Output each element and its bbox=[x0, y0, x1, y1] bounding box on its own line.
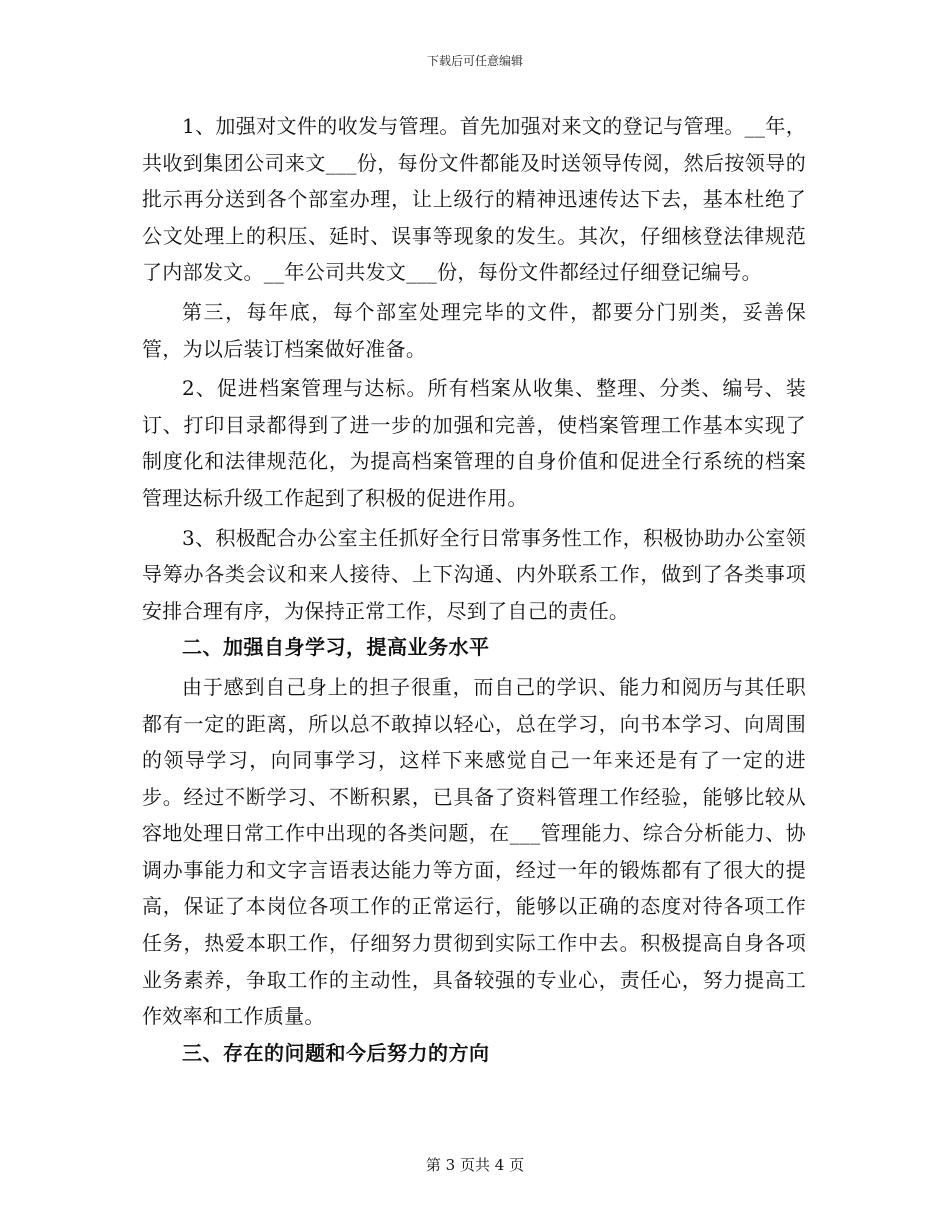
paragraph-self-study: 由于感到自己身上的担子很重，而自己的学识、能力和阅历与其任职都有一定的距离，所以总不敢掉以轻心，总在学习，向书本学习、向周围的领导学习，向同事学习，这样下来感觉自己一年来还是有了一定的进步。经过不断学习、不断积累，已具备了资料管理工作经验，能够比较从容地处理日常工作中出现的各类问题，在___管理能力、综合分析能力、协调办事能力和文字言语表达能力等方面，经过一年的锻炼都有了很大的提高，保证了本岗位各项工作的正常运行，能够以正确的态度对待各项工作任务，热爱本职工作，仔细努力贯彻到实际工作中去。积极提高自身各项业务素养，争取工作的主动性，具备较强的专业心，责任心，努力提高工作效率和工作质量。 bbox=[142, 674, 806, 1029]
paragraph-document-handling: 1、加强对文件的收发与管理。首先加强对来文的登记与管理。__年，共收到集团公司来文___份，每份文件都能及时送领导传阅，然后按领导的批示再分送到各个部室办理，让上级行的精神迅速传达下去，基本杜绝了公文处理上的积压、延时、误事等现象的发生。其次，仔细核登法律规范了内部发文。__年公司共发文___份，每份文件都经过仔细登记编号。 bbox=[142, 114, 806, 285]
section-heading-self-study: 二、加强自身学习，提高业务水平 bbox=[182, 635, 490, 660]
page-footer: 第 3 页共 4 页 bbox=[425, 1156, 525, 1174]
document-body bbox=[142, 108, 806, 1071]
page-header: 下载后可任意编辑 bbox=[426, 54, 523, 68]
paragraph-archive-management: 2、促进档案管理与达标。所有档案从收集、整理、分类、编号、装订、打印目录都得到了进一步的加强和完善，使档案管理工作基本实现了制度化和法律规范化，为提高档案管理的自身价值和促进全行系统的档案管理达标升级工作起到了积极的促进作用。 bbox=[142, 376, 806, 510]
section-heading-problems: 三、存在的问题和今后努力的方向 bbox=[182, 1040, 490, 1065]
paragraph-office-assistance: 3、积极配合办公室主任抓好全行日常事务性工作，积极协助办公室领导筹办各类会议和来人接待、上下沟通、内外联系工作，做到了各类事项安排合理有序，为保持正常工作，尽到了自己的责任。 bbox=[142, 525, 806, 623]
paragraph-year-end-filing: 第三，每年底，每个部室处理完毕的文件，都要分门别类，妥善保管，为以后装订档案做好准备。 bbox=[142, 299, 806, 361]
